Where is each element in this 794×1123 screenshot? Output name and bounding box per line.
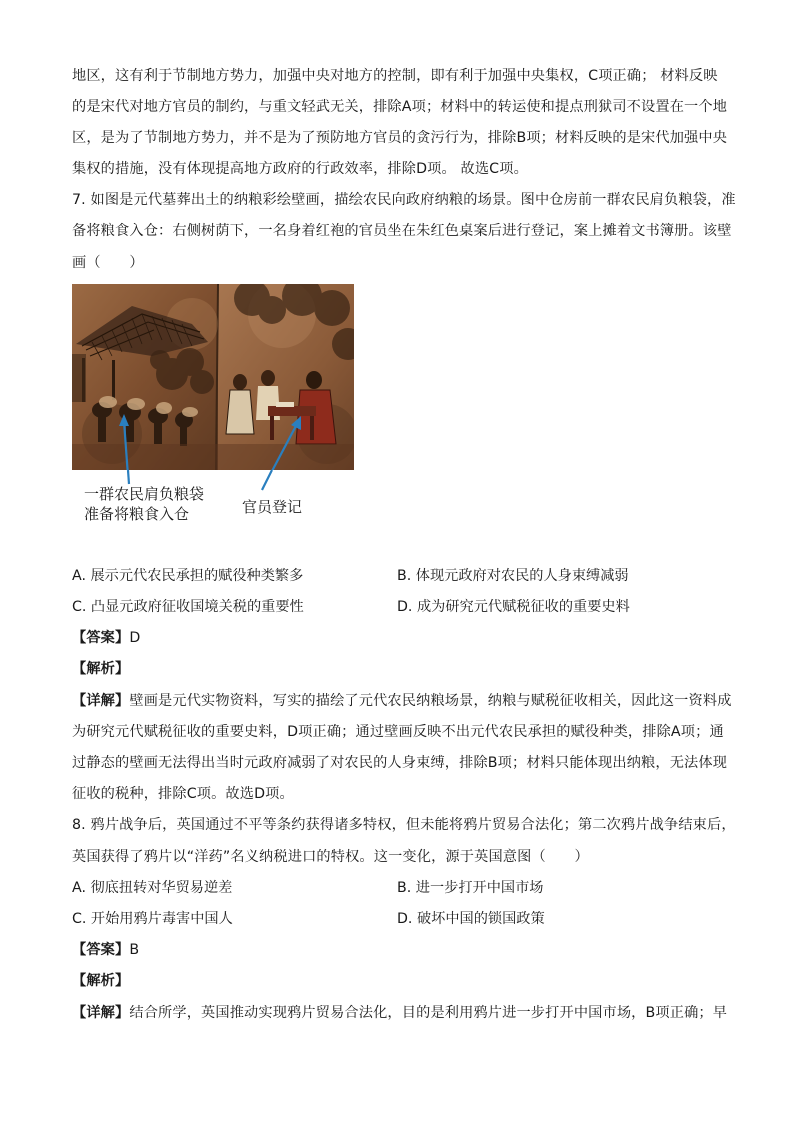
caption-farmers-line-2: 准备将粮食入仓 — [84, 505, 190, 523]
q7-detail-tag: 【详解】 — [72, 693, 130, 709]
q7-answer-value: D — [129, 630, 141, 646]
q8-answer-value: B — [129, 942, 140, 958]
q8-detail-line-1 — [72, 1003, 727, 1023]
q8-stem-line-1: 8. 鸦片战争后，英国通过不平等条约获得诸多特权，但未能将鸦片贸易合法化；第二次鸦片战争结束后， — [72, 817, 736, 833]
q8-answer-tag: 【答案】 — [72, 942, 130, 958]
q7-answer — [72, 628, 140, 648]
q8-option-a: A. 彻底扭转对华贸易逆差 — [72, 880, 233, 896]
mural-image — [72, 284, 354, 470]
q7-stem-line-1: 7. 如图是元代墓葬出土的纳粮彩绘壁画，描绘农民向政府纳粮的场景。图中仓房前一群农民肩负粮袋，准 — [72, 192, 736, 208]
q7-detail-line-4: 征收的税种，排除C项。故选D项。 — [72, 786, 294, 802]
q7-option-c: C. 凸显元政府征收国境关税的重要性 — [72, 599, 304, 615]
q7-detail-line-1 — [72, 691, 732, 711]
q7-option-a: A. 展示元代农民承担的赋役种类繁多 — [72, 568, 304, 584]
continuation-line-1: 地区，这有利于节制地方势力，加强中央对地方的控制，即有利于加强中央集权，C项正确； 材料反映 — [72, 68, 718, 84]
q8-stem-line-2: 英国获得了鸦片以“洋药”名义纳税进口的特权。这一变化，源于英国意图（ ） — [72, 849, 589, 865]
q8-detail-text-1: 结合所学，英国推动实现鸦片贸易合法化，目的是利用鸦片进一步打开中国市场，B项正确；早 — [129, 1005, 728, 1021]
continuation-line-3: 区，是为了节制地方势力，并不是为了预防地方官员的贪污行为，排除B项；材料反映的是宋代加强中央 — [72, 130, 728, 146]
q7-stem-line-2: 备将粮食入仓：右侧树荫下，一名身着红袍的官员坐在朱红色桌案后进行登记，案上摊着文书簿册。该壁 — [72, 223, 732, 239]
q8-option-b: B. 进一步打开中国市场 — [397, 880, 544, 896]
continuation-line-2: 的是宋代对地方官员的制约，与重文轻武无关，排除A项；材料中的转运使和提点刑狱司不设置在一个地 — [72, 99, 728, 115]
caption-farmers-line-1: 一群农民肩负粮袋 — [84, 485, 205, 503]
q7-option-d: D. 成为研究元代赋税征收的重要史料 — [397, 599, 630, 615]
q7-answer-tag: 【答案】 — [72, 630, 130, 646]
q8-option-c: C. 开始用鸦片毒害中国人 — [72, 911, 233, 927]
q8-analysis-tag: 【解析】 — [72, 973, 130, 989]
q7-detail-text-1: 壁画是元代实物资料，写实的描绘了元代农民纳粮场景，纳粮与赋税征收相关，因此这一资料成 — [129, 693, 732, 709]
q7-analysis — [72, 659, 129, 679]
q7-stem-line-3: 画（ ） — [72, 255, 144, 271]
q8-analysis — [72, 971, 129, 991]
caption-official: 官员登记 — [242, 498, 303, 516]
continuation-line-4: 集权的措施，没有体现提高地方政府的行政效率，排除D项。 故选C项。 — [72, 161, 528, 177]
q7-option-b: B. 体现元政府对农民的人身束缚减弱 — [397, 568, 629, 584]
q7-detail-line-3: 过静态的壁画无法得出当时元政府减弱了对农民的人身束缚，排除B项；材料只能体现出纳粮，无法体现 — [72, 755, 728, 771]
q7-analysis-tag: 【解析】 — [72, 661, 130, 677]
q8-answer — [72, 940, 139, 960]
q8-option-d: D. 破坏中国的锁国政策 — [397, 911, 545, 927]
q8-detail-tag: 【详解】 — [72, 1005, 130, 1021]
q7-detail-line-2: 为研究元代赋税征收的重要史料，D项正确；通过壁画反映不出元代农民承担的赋役种类，排除A项；通 — [72, 724, 724, 740]
